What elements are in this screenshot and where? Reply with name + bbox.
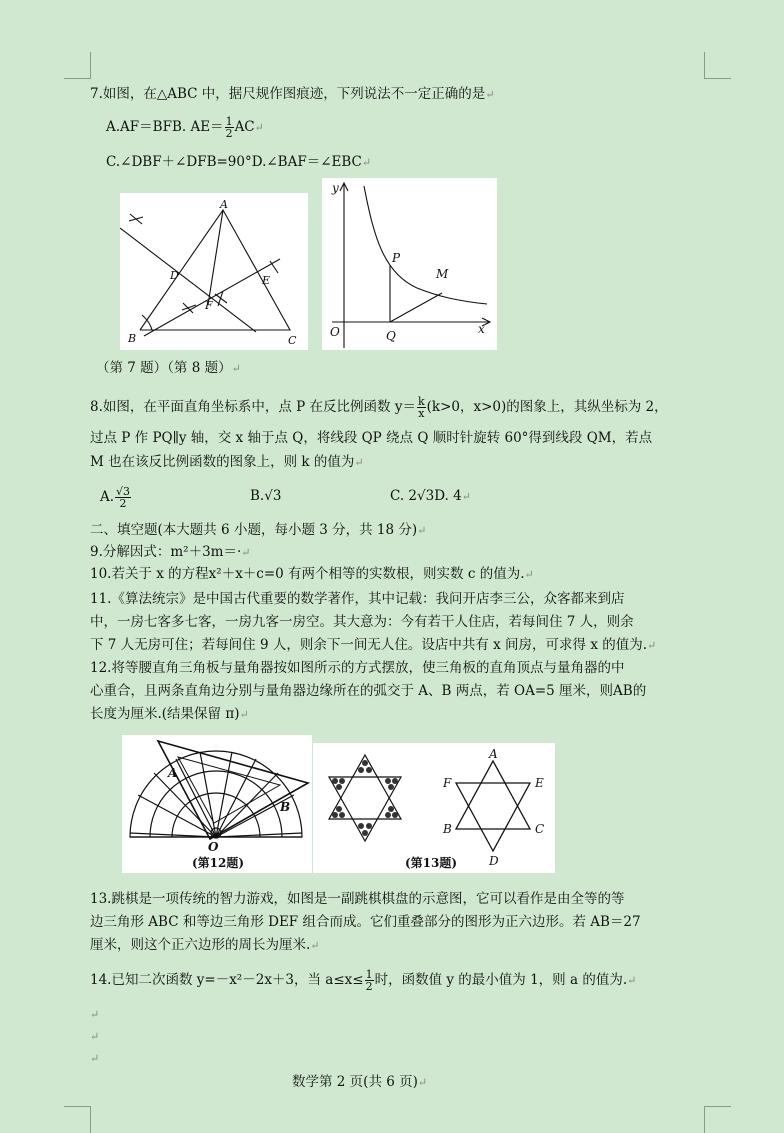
fig8-label-o: O [330,325,340,339]
corner-mark-top-left [64,52,91,79]
fig8-label-x: x [478,322,485,336]
fig13-label-c: C [535,822,545,836]
q8-line-2: 过点 P 作 PQ∥y 轴，交 x 轴于点 Q，将线段 QP 绕点 Q 顺时针旋转 60°得到线段 QM，若点 [90,430,653,446]
fig8-label-p: P [392,251,401,265]
corner-mark-bottom-left [64,1106,91,1133]
fig13-label-b: B [443,822,452,836]
fig7-label-f: F [205,299,213,312]
fig12-label-o: O [208,840,219,854]
q14: 14.已知二次函数 y=－x²－2x＋3，当 a≤x≤ $\frac{1}{2}$ 时，函数值 y 的最小值为 1，则 a 的值为.↵ [90,968,637,993]
corner-mark-bottom-right [704,1106,731,1133]
fig13-label-d: D [489,854,499,868]
q11-line-1: 11.《算法统宗》是中国古代重要的数学著作，其中记载：我问开店李三公，众客都来到店 [90,591,625,607]
q8-option-c: C. 2√3D. 4↵ [390,488,471,504]
empty-paragraph-3: ↵ [90,1052,100,1065]
page-footer: 数学第 2 页(共 6 页)↵ [292,1074,428,1090]
q13-line-3: 厘米，则这个正六边形的周长为厘米.↵ [90,937,320,953]
figure-13-star-board [313,743,555,873]
q12-line-2: 心重合，且两条直角边分别与量角器边缘所在的弧交于 A、B 两点，若 OA=5 厘米，则AB的 [90,683,647,699]
q9: 9.分解因式：m²＋3m＝·↵ [90,544,251,560]
corner-mark-top-right [704,52,731,79]
q11-line-3: 下 7 人无房可住；若每间住 9 人，则余下一间无人住。设店中共有 x 间房，可求得 x 的值为.↵ [90,637,657,653]
fig7-label-b: B [128,332,137,345]
q13-line-1: 13.跳棋是一项传统的智力游戏，如图是一副跳棋棋盘的示意图，它可以看作是由全等的等 [90,891,625,907]
q8-option-b: B.√3 [250,488,282,504]
q12-line-3: 长度为厘米.(结果保留 π)↵ [90,706,249,722]
fig8-label-y: y [332,181,339,195]
empty-paragraph-2: ↵ [90,1030,100,1043]
fig12-label-b: B [280,800,291,814]
fig12-label-a: A [168,766,178,780]
fig7-label-a: A [220,198,228,211]
caption-figures-7-8: （第 7 题）（第 8 题）↵ [96,360,241,376]
fig13-label-f: F [443,776,452,790]
fig7-label-c: C [288,334,297,347]
fig8-label-q: Q [386,329,396,343]
fig7-label-e: E [262,274,271,287]
fig8-label-m: M [436,267,449,281]
fig13-label-e: E [535,776,544,790]
figure-8-coordinate-plot [322,178,497,350]
q7-options-cd: C.∠DBF＋∠DFB=90°D.∠BAF＝∠EBC↵ [106,154,372,170]
q10: 10.若关于 x 的方程x²＋x＋c=0 有两个相等的实数根，则实数 c 的值为.↵ [90,566,534,582]
section-2-heading: 二、填空题(本大题共 6 小题，每小题 3 分，共 18 分)↵ [90,522,427,538]
q14-fraction: $\frac{1}{2}$ [365,968,373,993]
figure-7-triangle [120,193,308,350]
q8-line-1: 8.如图，在平面直角坐标系中，点 P 在反比例函数 y＝ $\frac{k}{x}$ (k>0，x>0)的图象上，其纵坐标为 2， [90,395,668,420]
q7-options-ab: A.AF＝BFB. AE＝ $\frac{1}{2}$ AC↵ [106,115,264,140]
q13-line-2: 边三角形 ABC 和等边三角形 DEF 组合而成。它们重叠部分的图形为正六边形。若 AB＝27 [90,914,641,930]
q7-stem: 7.如图，在△ABC 中，据尺规作图痕迹，下列说法不一定正确的是↵ [90,86,495,102]
fig13-label-a: A [489,747,498,761]
q11-line-2: 中，一房七客多七客，一房九客一房空。其大意为：今有若干人住店，若每间住 7 人，则余 [90,614,634,630]
q8-option-a: A. $\frac{√3}{2}$ [100,485,131,510]
q8-fraction: $\frac{k}{x}$ [417,395,425,420]
q7-fraction: $\frac{1}{2}$ [225,115,233,140]
figure-12-protractor [122,735,312,873]
q12-line-1: 12.将等腰直角三角板与量角器按如图所示的方式摆放，使三角板的直角顶点与量角器的中 [90,660,625,676]
empty-paragraph-1: ↵ [90,1008,100,1021]
fig7-label-d: D [170,269,179,282]
fig13-caption: (第13题) [405,856,458,870]
q8-line-3: M 也在该反比例函数的图象上，则 k 的值为↵ [90,454,364,470]
fig12-caption: (第12题) [192,856,245,870]
